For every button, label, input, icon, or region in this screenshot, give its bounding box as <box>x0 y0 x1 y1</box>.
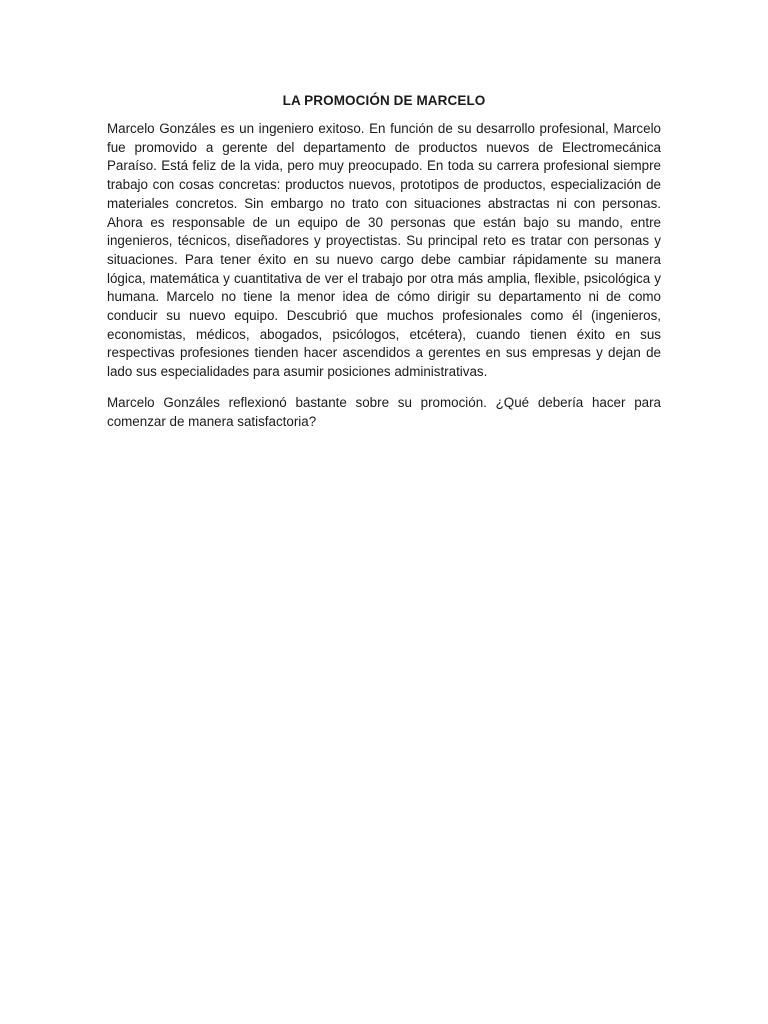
paragraph-story: Marcelo Gonzáles es un ingeniero exitoso. En función de su desarrollo profesional, Marcelo fue promovido a gerente del departamento de productos nuevos de Electromecánica Paraíso. Está feliz de la vida, pero muy preocupado. En toda su carrera profesional siempre trabajo con cosas concretas: productos nuevos, prototipos de productos, especialización de materiales concretos. Sin embargo no trato con situaciones abstractas ni con personas. Ahora es responsable de un equipo de 30 personas que están bajo su mando, entre ingenieros, técnicos, diseñadores y proyectistas. Su principal reto es tratar con personas y situaciones. Para tener éxito en su nuevo cargo debe cambiar rápidamente su manera lógica, matemática y cuantitativa de ver el trabajo por otra más amplia, flexible, psicológica y humana. Marcelo no tiene la menor idea de cómo dirigir su departamento ni de como conducir su nuevo equipo. Descubrió que muchos profesionales como él (ingenieros, economistas, médicos, abogados, psicólogos, etcétera), cuando tienen éxito en sus respectivas profesiones tienden hacer ascendidos a gerentes en sus empresas y dejan de lado sus especialidades para asumir posiciones administrativas. <box>107 121 661 380</box>
document-title: LA PROMOCIÓN DE MARCELO <box>282 93 486 108</box>
paragraph-question: Marcelo Gonzáles reflexionó bastante sobre su promoción. ¿Qué debería hacer para comenzar de manera satisfactoria? <box>107 394 661 429</box>
document-body <box>107 92 661 443</box>
